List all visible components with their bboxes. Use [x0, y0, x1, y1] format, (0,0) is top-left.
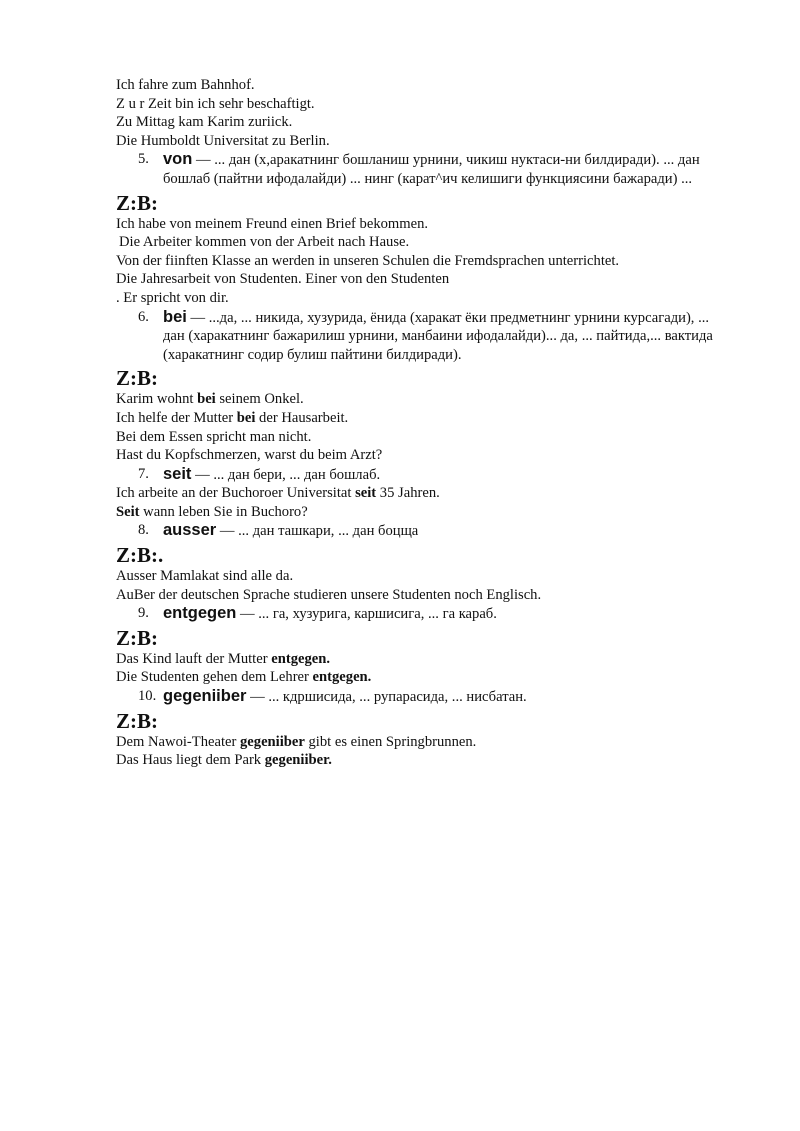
- keyword: entgegen.: [312, 669, 372, 686]
- example-heading: Z:B:: [116, 625, 158, 650]
- keyword: gegeniiber.: [264, 752, 332, 769]
- item-number: 6.: [138, 308, 149, 325]
- sentence: Ich fahre zum Bahnhof.: [116, 77, 255, 93]
- sentence: Die Studenten gehen dem Lehrer entgegen.: [116, 669, 372, 686]
- keyword: gegeniiber: [240, 733, 305, 750]
- keyword: entgegen: [163, 604, 237, 623]
- sentence: Seit wann leben Sie in Buchoro?: [116, 503, 308, 520]
- list-item-ausser: [138, 521, 716, 541]
- sentence: Ich arbeite an der Buchoroer Universitat seit 35 Jahren.: [116, 485, 440, 502]
- keyword: seit: [355, 485, 377, 502]
- keyword: von: [163, 150, 193, 169]
- sentence: Das Haus liegt dem Park gegeniiber.: [116, 752, 332, 769]
- sentence: Zu Mittag kam Karim zuriick.: [116, 114, 293, 131]
- example-heading: Z:B:: [116, 366, 158, 391]
- sentence: Die Arbeiter kommen von der Arbeit nach Hause.: [119, 234, 410, 251]
- example-heading: Z:B:: [116, 708, 158, 733]
- sentence: AuBer der deutschen Sprache studieren unsere Studenten noch Englisch.: [116, 586, 542, 603]
- sentence: Z u r Zeit bin ich sehr beschaftigt.: [116, 95, 315, 112]
- item-number: 9.: [138, 605, 149, 622]
- item-body: [163, 308, 716, 365]
- sentence: Dem Nawoi-Theater gegeniiber gibt es einen Springbrunnen.: [116, 733, 477, 750]
- item-body: [163, 687, 716, 707]
- list-item-von: [138, 150, 716, 188]
- item-body: [163, 604, 716, 624]
- keyword: bei: [236, 409, 256, 426]
- keyword: gegeniiber: [163, 687, 247, 706]
- keyword: ausser: [163, 521, 217, 540]
- keyword: bei: [163, 307, 187, 326]
- item-number: 8.: [138, 522, 149, 539]
- list-item-seit: [138, 465, 716, 485]
- sentence: . Er spricht von dir.: [116, 289, 229, 306]
- item-description: — ... кдршисида, ... рупарасида, ... нисбатан.: [246, 689, 527, 706]
- sentence: Von der fiinften Klasse an werden in unseren Schulen die Fremdsprachen unterrichtet.: [116, 252, 620, 269]
- item-number: 10.: [138, 688, 157, 705]
- item-body: [163, 521, 716, 541]
- item-description: — ... дан (х,аракатнинг бошланиш урнини, чикиш нуктаси-ни билдиради). ... дан бошлаб (пайтни ифодалайди) ... нинг (карат^ич келишиги функциясини бажаради) ...: [163, 152, 700, 187]
- item-description: — ... га, хузурига, каршисига, ... га караб.: [236, 606, 497, 623]
- list-item-gegenueber: [138, 687, 716, 707]
- sentence: Bei dem Essen spricht man nicht.: [116, 428, 312, 445]
- sentence: Ich habe von meinem Freund einen Brief bekommen.: [116, 215, 429, 232]
- item-description: — ... дан бери, ... дан бошлаб.: [191, 466, 381, 483]
- item-number: 7.: [138, 465, 149, 482]
- sentence: Das Kind lauft der Mutter entgegen.: [116, 650, 331, 667]
- sentence: Die Jahresarbeit von Studenten. Einer von den Studenten: [116, 271, 450, 288]
- list-item-bei: [138, 308, 716, 365]
- sentence: Die Humboldt Universitat zu Berlin.: [116, 132, 330, 149]
- item-body: [163, 150, 716, 188]
- example-heading: Z:B:: [116, 190, 158, 215]
- sentence: Karim wohnt bei seinem Onkel.: [116, 391, 304, 408]
- example-heading: Z:B:.: [116, 543, 164, 568]
- sentence: Ausser Mamlakat sind alle da.: [116, 568, 294, 585]
- item-description: — ...да, ... никида, хузурида, ёнида (харакат ёки предметнинг урнини курсагади), ... дан (харакатнинг бажарилиш урнини, манбаини ифодалайди)... да, ... пайтида,... вактида (харакатнинг содир булиш пайтини билдиради).: [163, 309, 713, 363]
- item-body: [163, 465, 716, 485]
- document-page: [116, 76, 716, 770]
- item-description: — ... дан ташкари, ... дан боцща: [216, 523, 419, 540]
- sentence: Ich helfe der Mutter bei der Hausarbeit.: [116, 409, 349, 426]
- list-item-entgegen: [138, 604, 716, 624]
- keyword: seit: [163, 464, 192, 483]
- keyword: entgegen.: [271, 650, 331, 667]
- sentence: Hast du Kopfschmerzen, warst du beim Arzt?: [116, 447, 383, 464]
- keyword: Seit: [116, 503, 140, 520]
- keyword: bei: [197, 391, 216, 408]
- item-number: 5.: [138, 151, 149, 168]
